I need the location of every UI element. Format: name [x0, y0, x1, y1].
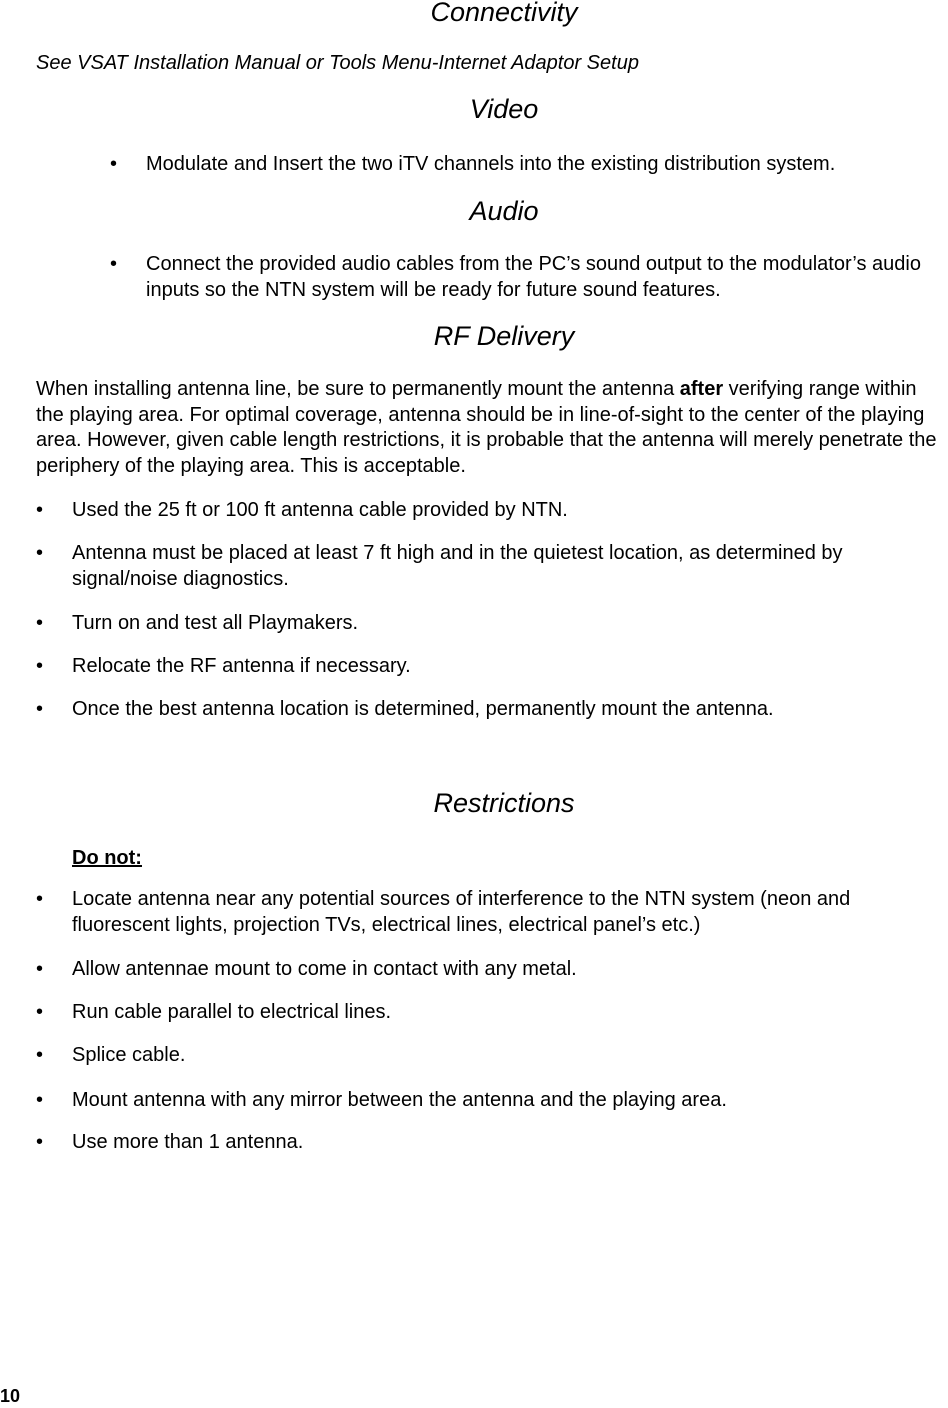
rf-bullet-text: Used the 25 ft or 100 ft antenna cable provided by NTN.	[72, 499, 568, 521]
video-heading: Video	[469, 94, 539, 124]
do-not-subheading: Do not:	[72, 847, 142, 869]
restriction-bullet-text: Run cable parallel to electrical lines.	[72, 1001, 392, 1023]
bullet-glyph: •	[36, 698, 44, 720]
video-bullet-text: Modulate and Insert the two iTV channels into the existing distribution system.	[146, 153, 836, 175]
bullet-glyph: •	[110, 153, 118, 175]
bullet-glyph: •	[110, 253, 118, 275]
connectivity-heading: Connectivity	[430, 0, 578, 27]
rf-bullet-text: Once the best antenna location is determined, permanently mount the antenna.	[72, 698, 774, 720]
restrictions-heading: Restrictions	[433, 788, 575, 818]
rf-para-part-1: When installing antenna line, be sure to permanently mount the antenna	[36, 378, 680, 400]
bullet-glyph: •	[36, 542, 44, 564]
connectivity-note: See VSAT Installation Manual or Tools Menu-Internet Adaptor Setup	[36, 52, 639, 74]
rf-bullet-text: Turn on and test all Playmakers.	[72, 612, 359, 634]
restriction-bullet-text: Use more than 1 antenna.	[72, 1131, 304, 1153]
bullet-glyph: •	[36, 499, 44, 521]
bullet-glyph: •	[36, 1001, 44, 1023]
restriction-bullet-text: Allow antennae mount to come in contact with any metal.	[72, 958, 577, 980]
rf-bullet-text: Antenna must be placed at least 7 ft high and in the quietest location, as determined by signal/noise diagnostics.	[72, 542, 843, 590]
audio-heading: Audio	[469, 196, 539, 226]
bullet-glyph: •	[36, 1131, 44, 1153]
rf-para-emphasis: after	[679, 378, 724, 400]
restriction-bullet-text: Splice cable.	[72, 1044, 186, 1066]
rf-bullet-text: Relocate the RF antenna if necessary.	[72, 655, 411, 677]
restriction-bullet-text: Locate antenna near any potential sources of interference to the NTN system (neon and fluorescent lights, projection TVs, electrical lines, electrical panel’s etc.)	[72, 888, 851, 936]
bullet-glyph: •	[36, 958, 44, 980]
restriction-bullet-text: Mount antenna with any mirror between the antenna and the playing area.	[72, 1089, 727, 1111]
bullet-glyph: •	[36, 612, 44, 634]
rf-delivery-paragraph	[36, 377, 948, 479]
audio-bullet-text: Connect the provided audio cables from the PC’s sound output to the modulator’s audio inputs so the NTN system will be ready for future sound features.	[146, 253, 921, 301]
bullet-glyph: •	[36, 888, 44, 910]
bullet-glyph: •	[36, 1089, 44, 1111]
rf-para-part-2: verifying range within the playing area. For optimal coverage, antenna should be in line-of-sight to the center of the playing area. However, given cable length restrictions, it is probable that the antenna will merely penetrate the periphery of the playing area. This is acceptable.	[36, 378, 937, 477]
page-number: 10	[0, 1386, 21, 1406]
bullet-glyph: •	[36, 655, 44, 677]
rf-delivery-heading: RF Delivery	[433, 321, 575, 351]
bullet-glyph: •	[36, 1044, 44, 1066]
